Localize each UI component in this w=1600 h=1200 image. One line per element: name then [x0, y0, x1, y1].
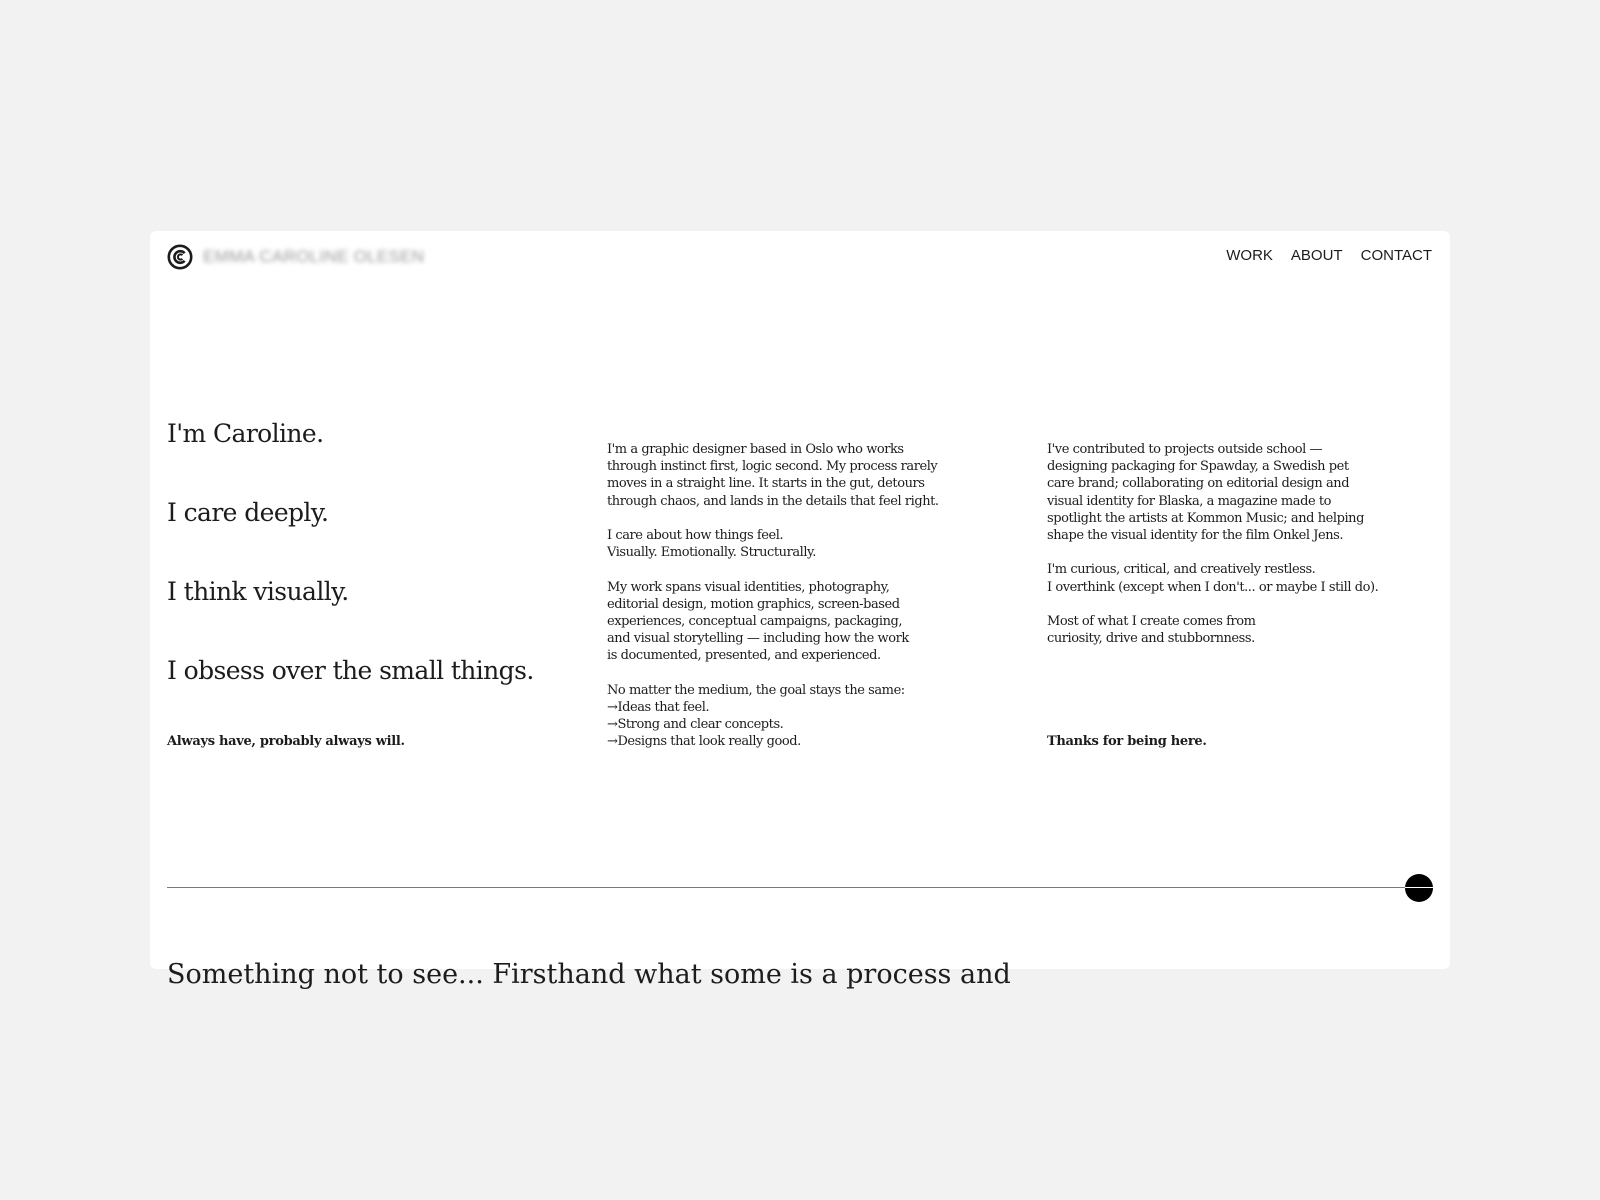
projects-paragraph: I'm curious, critical, and creatively restless. I overthink (except when I don't... or maybe I still do). — [1047, 562, 1379, 595]
main-card — [150, 231, 1450, 990]
goal-item: → Designs that look really good. — [607, 733, 1027, 750]
scroll-handle[interactable] — [1405, 874, 1433, 902]
goal-list — [607, 699, 1027, 751]
nav-contact-link[interactable]: CONTACT — [1360, 247, 1432, 264]
projects-paragraph: Most of what I create comes from curiosity, drive and stubbornness. — [1047, 614, 1256, 647]
closing-note: Thanks for being here. — [1047, 734, 1207, 749]
goal-intro: No matter the medium, the goal stays the same: — [607, 682, 905, 698]
goal-item: → Ideas that feel. — [607, 699, 1027, 716]
about-paragraph: I'm a graphic designer based in Oslo who works through instinct first, logic second. My process rarely moves in a straight line. It starts in the gut, detours through chaos, and lands in the details that feel right. — [607, 442, 939, 509]
nav-work-link[interactable]: WORK — [1226, 247, 1273, 264]
headline-intro: I'm Caroline. — [167, 419, 324, 448]
intro-tagline: Always have, probably always will. — [167, 734, 405, 749]
about-column — [607, 441, 1027, 751]
copyright-circle-icon[interactable] — [167, 244, 193, 270]
main-nav — [1226, 247, 1432, 264]
projects-paragraph: I've contributed to projects outside school — designing packaging for Spawday, a Swedish pet care brand; collaborating on editorial design and visual identity for Blaska, a magazine made to spotlight the artists at Kommon Music; and helping shape the visual identity for the film Onkel Jens. — [1047, 442, 1364, 544]
about-paragraph: My work spans visual identities, photography, editorial design, motion graphics, screen-based experiences, conceptual campaigns, packaging, and visual storytelling — including how the work is documented, presented, and experienced. — [607, 579, 909, 664]
headline-visual: I think visually. — [167, 577, 349, 606]
projects-column — [1047, 441, 1447, 665]
headline-care: I care deeply. — [167, 498, 329, 527]
about-paragraph: I care about how things feel. Visually. Emotionally. Structurally. — [607, 528, 816, 561]
nav-about-link[interactable]: ABOUT — [1290, 247, 1343, 264]
site-name[interactable]: EMMA CAROLINE OLESEN — [203, 247, 425, 266]
headline-obsess: I obsess over the small things. — [167, 656, 534, 685]
goal-item: → Strong and clear concepts. — [607, 716, 1027, 733]
next-section-heading: Something not to see... Firsthand what some is a process and — [167, 959, 1011, 990]
section-divider — [167, 887, 1419, 888]
